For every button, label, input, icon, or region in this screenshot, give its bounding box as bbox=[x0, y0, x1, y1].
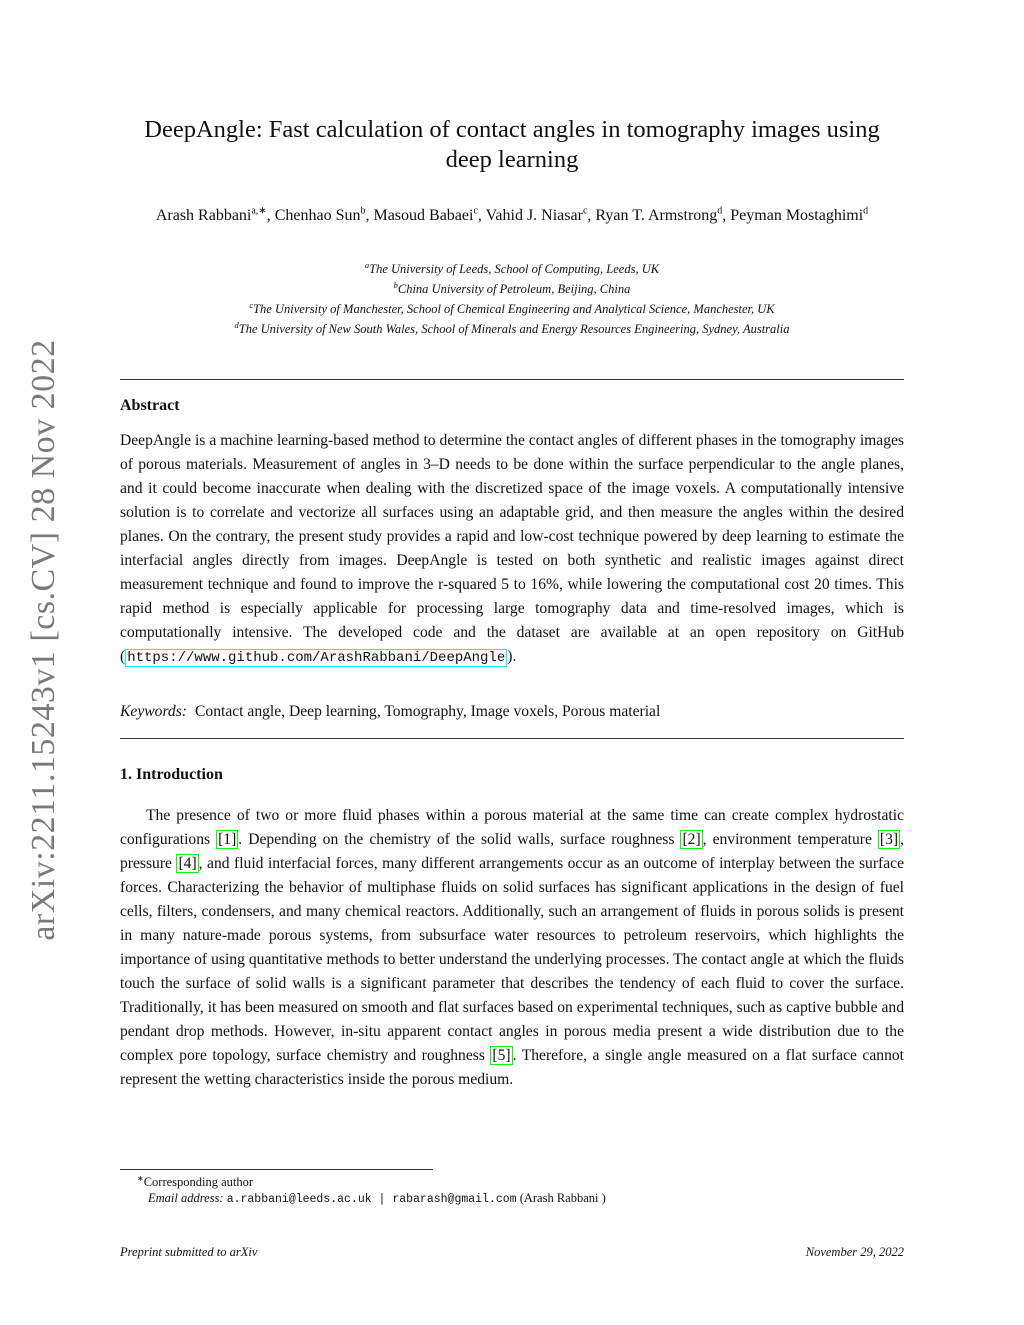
footer-date: November 29, 2022 bbox=[805, 1245, 904, 1259]
author: Vahid J. Niasar$^c$, bbox=[485, 206, 596, 225]
author-list bbox=[120, 201, 904, 226]
paper-title bbox=[120, 115, 904, 175]
author: Peyman Mostaghimi$^d$ bbox=[730, 206, 869, 225]
citation-link[interactable]: [2] bbox=[682, 831, 701, 848]
affiliation: $^c$The University of Manchester, School of Chemical Engineering and Analytical Science, Manchester, UK bbox=[249, 300, 775, 317]
introduction-paragraph: The presence of two or more fluid phases within a porous material at the same time can create complex hydrostatic configurations [1] . Depending on the chemistry of the solid walls, surface roughness [2] , environment temperature [3] , pressure [4] , and fluid interfacial forces, many different arrangements occur as an outcome of interplay between the surface forces. Characterizing the behavior of multiphase fluids on solid surfaces has significant applications in the design of fuel cells, filters, condensers, and many chemical reactors. Additionally, such an arrangement of fluids in porous solids is present in many nature-made porous systems, from subsurface water resources to petroleum reservoirs, which highlights the importance of using quantitative methods to better understand the underlying processes. The contact angle at which the fluids touch the surface of solid walls is a significant parameter that describes the tendency of each fluid to cover the surface. Traditionally, it has been measured on smooth and flat surfaces based on experimental techniques, such as captive bubble and pendant drop methods. However, in-situ apparent contact angles in porous media present a wide distribution due to the complex pore topology, surface chemistry and roughness [5] . Therefore, a single angle measured on a flat surface cannot represent the wetting characteristics inside the porous medium. bbox=[120, 807, 904, 1088]
citation-link[interactable]: [3] bbox=[879, 831, 899, 848]
affiliation: $^b$China University of Petroleum, Beijing, China bbox=[393, 280, 631, 297]
abstract-heading: Abstract bbox=[120, 397, 180, 414]
author: Chenhao Sun$^b$, bbox=[274, 206, 374, 225]
title-line-1: DeepAngle: Fast calculation of contact angles in tomography images using bbox=[144, 116, 880, 143]
author: Ryan T. Armstrong$^d$, bbox=[595, 206, 731, 225]
author: Arash Rabbani$^{a,∗}$, bbox=[155, 206, 275, 225]
arxiv-identifier-text: arXiv:2211.15243v1 [cs.CV] 28 Nov 2022 bbox=[25, 339, 62, 941]
footnote-rule bbox=[120, 1169, 433, 1170]
citation-link[interactable]: [4] bbox=[178, 855, 197, 872]
footer-preprint-note: Preprint submitted to arXiv bbox=[120, 1245, 258, 1259]
footnote-email: Email address: a.rabbani@leeds.ac.uk | rabarash@gmail.com (Arash Rabbani ) bbox=[148, 1191, 606, 1206]
title-line-2: deep learning bbox=[445, 146, 579, 173]
email-address[interactable]: a.rabbani@leeds.ac.uk | rabarash@gmail.com bbox=[226, 1193, 517, 1206]
abstract-bottom-rule bbox=[120, 738, 904, 739]
keywords bbox=[120, 703, 904, 721]
keywords-text: Contact angle, Deep learning, Tomography, Image voxels, Porous material bbox=[195, 703, 661, 720]
keywords-label: Keywords: bbox=[120, 703, 187, 720]
footnote-corresponding: ∗Corresponding author bbox=[137, 1174, 254, 1190]
citation-link[interactable]: [5] bbox=[492, 1047, 511, 1064]
abstract-top-rule bbox=[120, 379, 904, 380]
citation-link[interactable]: [1] bbox=[218, 831, 237, 848]
affiliation-list bbox=[120, 257, 904, 338]
affiliation: $^a$The University of Leeds, School of Computing, Leeds, UK bbox=[364, 260, 660, 277]
github-link[interactable]: https://www.github.com/ArashRabbani/DeepAngle bbox=[127, 650, 506, 666]
author: Masoud Babaei$^c$, bbox=[373, 206, 486, 225]
section-heading-introduction: 1. Introduction bbox=[120, 766, 223, 783]
abstract-body: DeepAngle is a machine learning-based method to determine the contact angles of different phases in the tomography images of porous materials. Measurement of angles in 3–D needs to be done within the surface perpendicular to the angle planes, and it could become inaccurate when dealing with the discretized space of the image voxels. A computationally intensive solution is to correlate and vectorize all surfaces using an adaptable grid, and then measure the angles within the desired planes. On the contrary, the present study provides a rapid and low-cost technique powered by deep learning to estimate the interfacial angles directly from images. DeepAngle is tested on both synthetic and realistic images against direct measurement technique and found to improve the r-squared 5 to 16%, while lowering the computational cost 20 times. This rapid method is especially applicable for processing large tomography data and time-resolved images, which is computationally intensive. The developed code and the dataset are available at an open repository on GitHub ( https://www.github.com/ArashRabbani/DeepAngle ). bbox=[120, 432, 904, 666]
affiliation: $^d$The University of New South Wales, School of Minerals and Energy Resources Engineering, Sydney, Australia bbox=[234, 320, 790, 337]
